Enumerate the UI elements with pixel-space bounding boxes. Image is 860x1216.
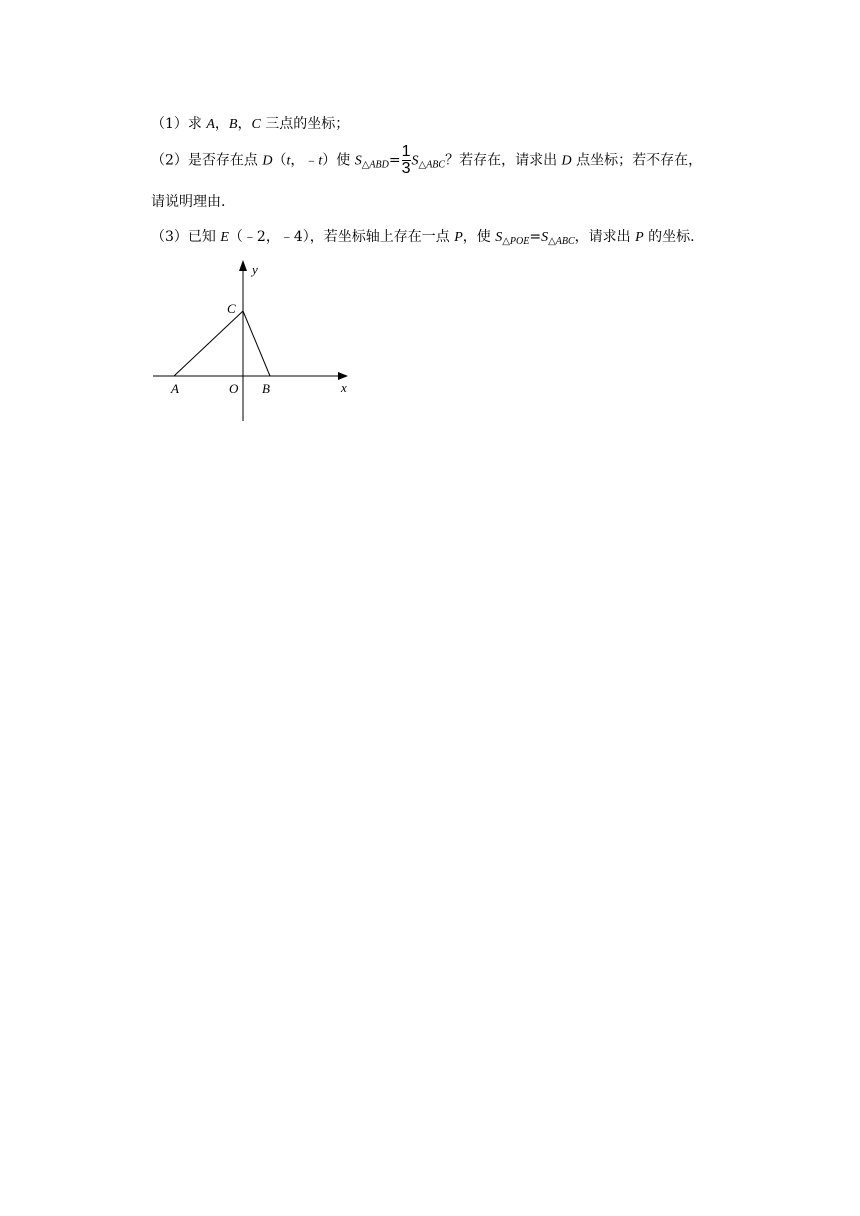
question-2-text: ？若存在，请求出 (445, 152, 562, 169)
equals-sign: = (529, 229, 542, 245)
area-subscript-abc: △ABC (548, 236, 575, 247)
question-3-prefix: （3）已知 (151, 229, 221, 245)
y-axis-arrow-icon (239, 260, 247, 271)
point-e-label: E (220, 230, 229, 245)
question-3-text-end: 的坐标. (643, 229, 695, 245)
question-1-prefix: （1）求 (151, 116, 207, 132)
fraction-denominator: 3 (401, 160, 411, 177)
segment-cb (243, 311, 270, 376)
separator: ， (237, 116, 252, 132)
variable-t: t (286, 153, 291, 169)
point-b-figure-label: B (262, 381, 270, 396)
question-1 (151, 113, 349, 133)
y-axis-label: y (252, 262, 258, 277)
area-subscript-poe: △POE (502, 236, 530, 247)
point-d-label: D (561, 153, 572, 169)
figure-svg (150, 255, 355, 425)
point-d-label: D (262, 153, 273, 169)
area-subscript-abd: △ABD (361, 159, 389, 171)
point-b-label: B (228, 117, 238, 132)
close-paren: ）使 (322, 152, 355, 169)
question-2-text-end: 点坐标；若不存在， (571, 152, 703, 169)
equals-sign: = (388, 152, 401, 169)
point-c-label: C (251, 117, 261, 132)
coord-separator: ，﹣ (290, 152, 319, 169)
point-a-label: A (206, 117, 215, 132)
point-c-figure-label: C (227, 301, 236, 316)
area-symbol: S (541, 230, 549, 245)
question-2-line2: 请说明理由. (151, 194, 226, 210)
separator: ， (214, 116, 229, 132)
area-symbol: S (354, 153, 362, 169)
variable-t: t (318, 153, 323, 169)
question-2-prefix: （2）是否存在点 (151, 152, 263, 169)
point-p-label: P (635, 230, 644, 245)
question-2-continuation (151, 191, 225, 211)
fraction-one-third (402, 145, 411, 176)
question-2 (151, 145, 702, 176)
question-3 (151, 226, 695, 247)
coordinate-figure (150, 255, 355, 425)
x-axis-arrow-icon (338, 372, 348, 380)
area-subscript-abc: △ABC (418, 159, 446, 171)
area-symbol: S (495, 230, 503, 245)
x-axis-label: x (341, 380, 347, 395)
origin-label: O (229, 381, 239, 396)
question-3-text: ，请求出 (574, 229, 636, 245)
question-3-mid: ，使 (462, 229, 496, 245)
open-paren: （ (272, 152, 287, 169)
fraction-numerator: 1 (401, 143, 411, 160)
segment-ac (174, 311, 243, 376)
point-a-figure-label: A (171, 381, 179, 396)
area-symbol: S (411, 153, 419, 169)
question-1-suffix: 三点的坐标； (260, 116, 350, 132)
question-3-coords: （﹣2，﹣4），若坐标轴上存在一点 (228, 229, 455, 245)
point-p-label: P (454, 230, 463, 245)
